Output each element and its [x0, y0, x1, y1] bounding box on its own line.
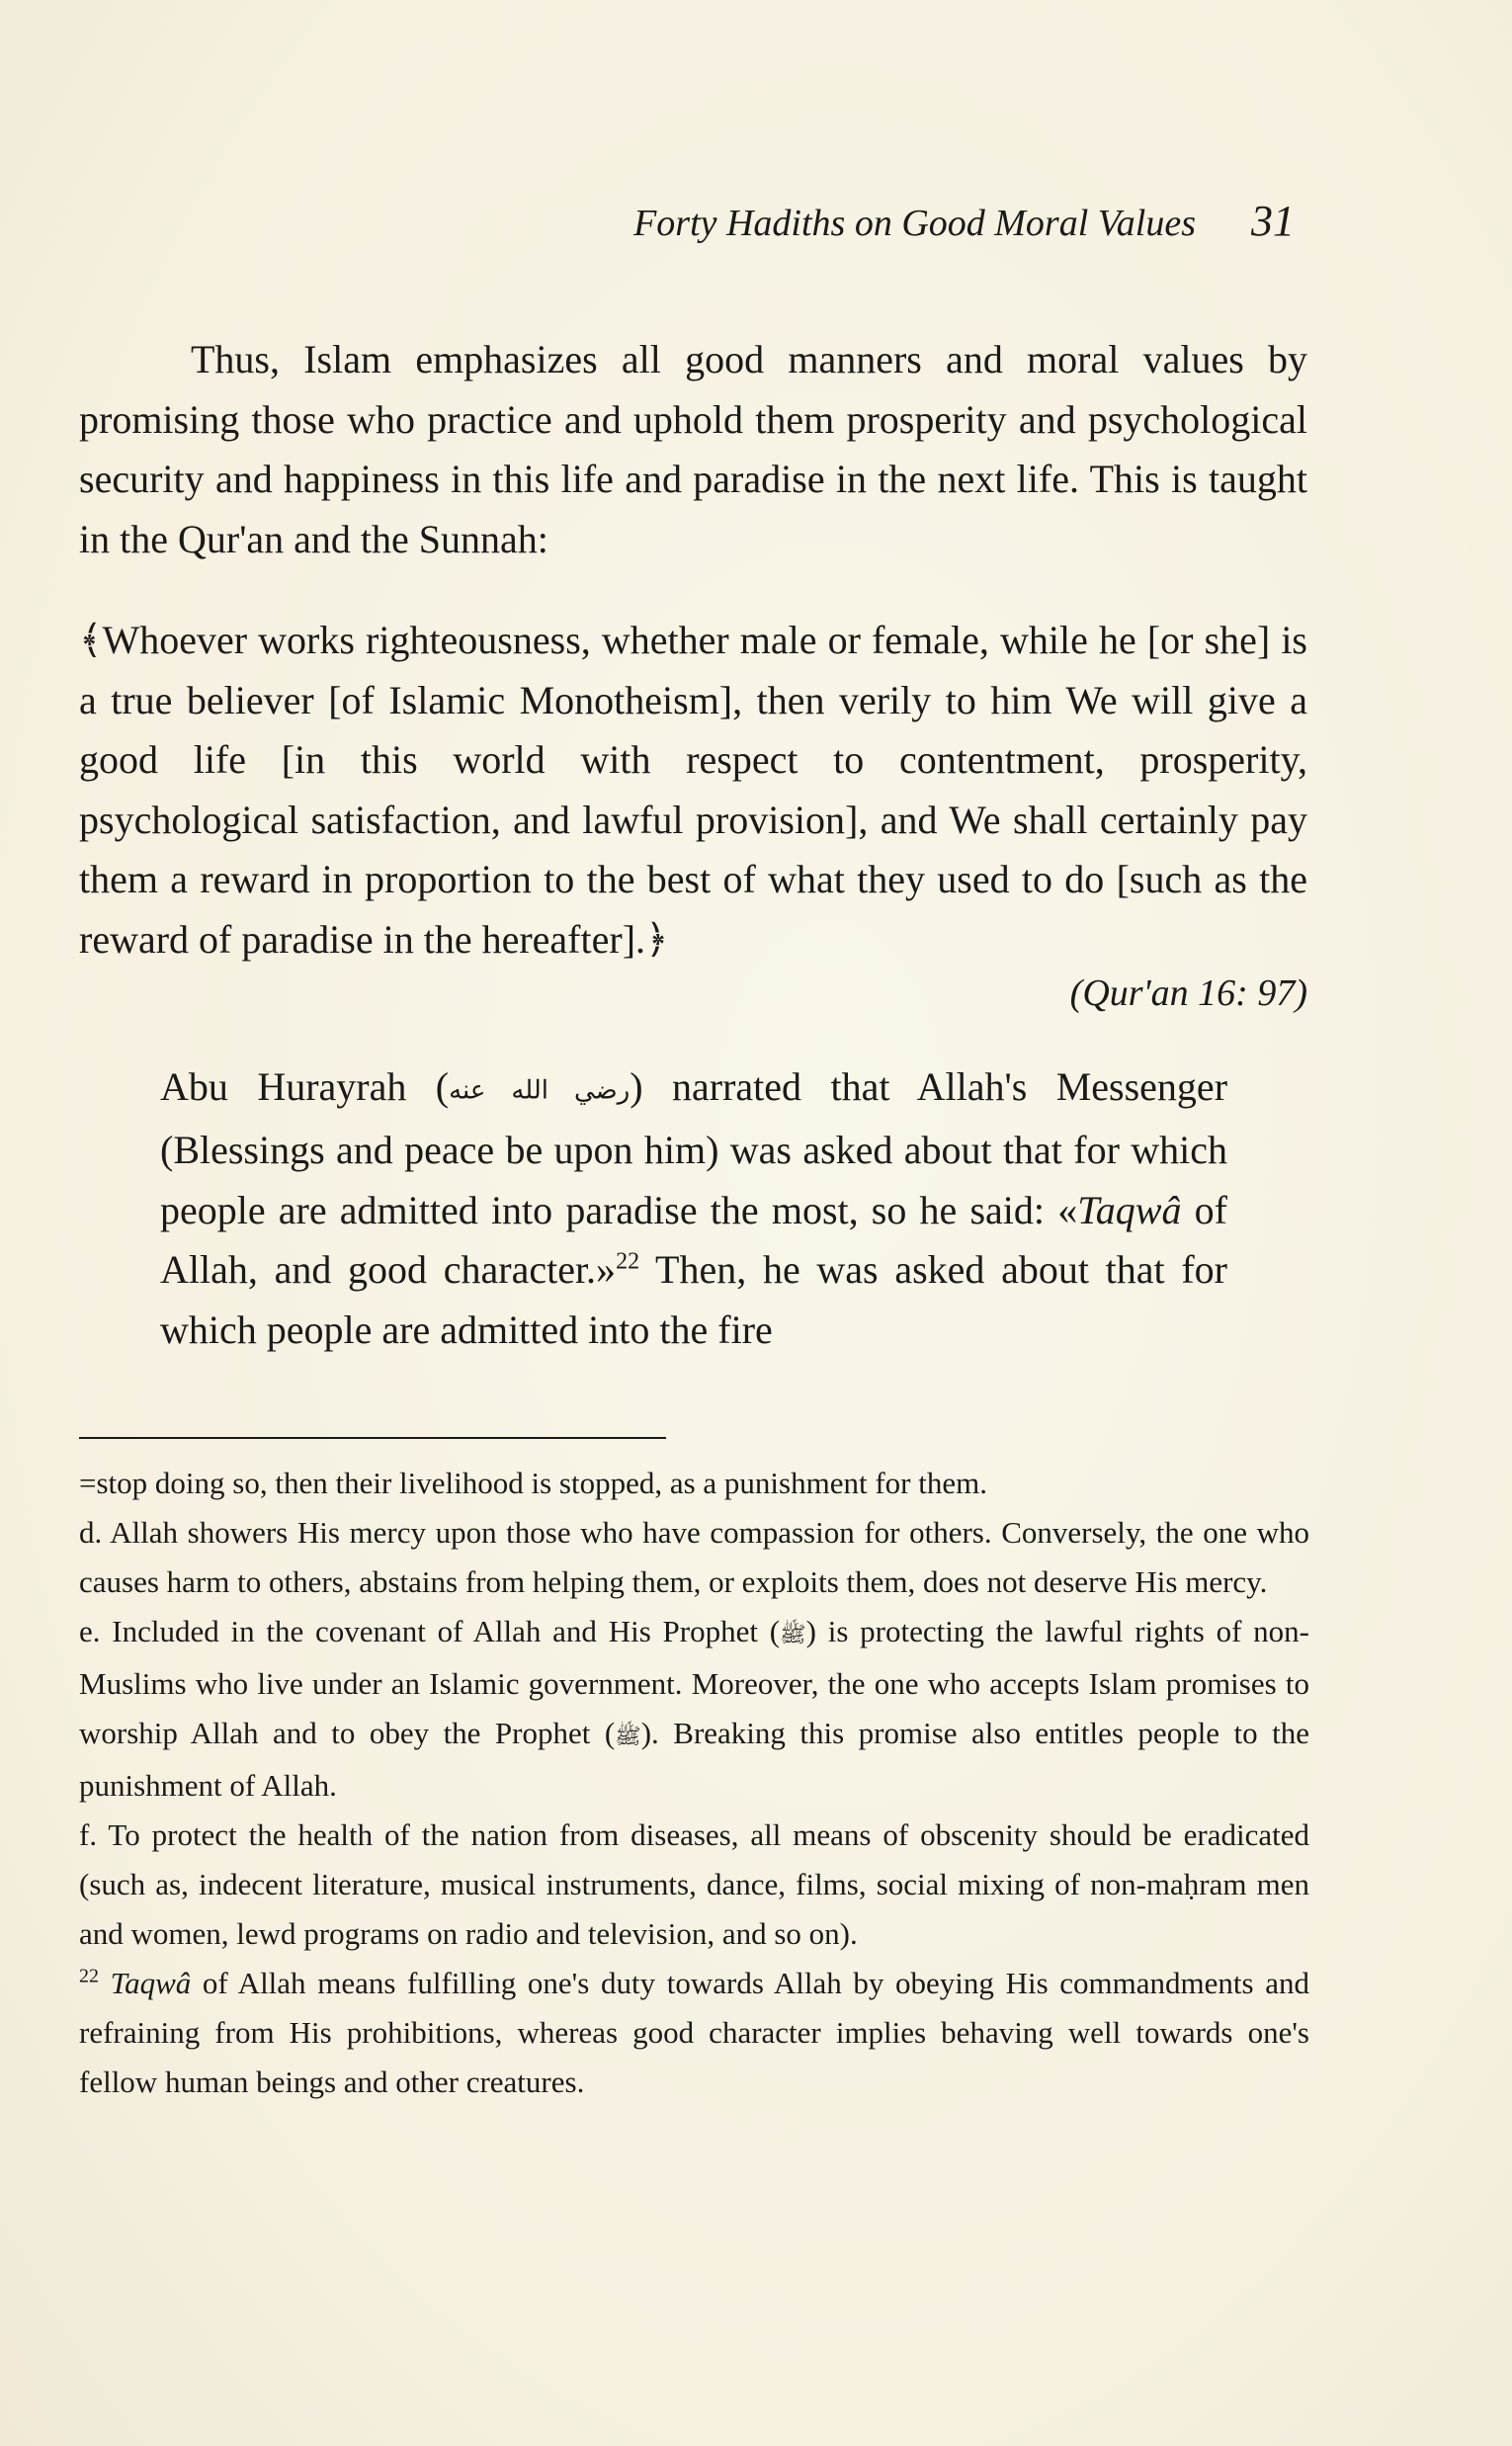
quote-text: Whoever works righteousness, whether male or female, while he [or she] is a true believer [of Islamic Monotheism], then verily to him We will give a good life [in this world with respect to contentment, prosperity, psychological satisfaction, and lawful provision], and We shall certainly pay them a reward in proportion to the best of what they used to do [such as the reward of paradise in the hereafter].: [79, 618, 1307, 962]
footnote-e-text-1: e. Included in the covenant of Allah and His Prophet (: [79, 1614, 781, 1648]
footnote-22: [79, 1959, 1309, 2107]
hadith-text-3: of Allah, and good character.»: [160, 1187, 1227, 1293]
honorific-glyph: رضي الله عنه: [449, 1075, 630, 1105]
intro-paragraph: Thus, Islam emphasizes all good manners and moral values by promising those who practice and uphold them prosperity and psychological security and happiness in this life and paradise in the next life. This is taught in the Qur'an and the Sunnah:: [79, 337, 1307, 561]
running-header: [79, 198, 1295, 247]
prophet-honorific-glyph: ﷺ: [780, 1621, 806, 1646]
footnote-d: d. Allah showers His mercy upon those who have compassion for others. Conversely, the one who causes harm to others, abstains from helping them, or exploits them, does not deserve His mercy.: [79, 1515, 1309, 1599]
footnote-e: [79, 1607, 1309, 1811]
quran-quote: [79, 611, 1307, 970]
footnote-e-text-2: ) is protecting the lawful rights of non-Muslims who live under an Islamic government. Moreover, the one who accepts Islam promises to worship Allah and to obey the Prophet (: [79, 1614, 1309, 1750]
footnote-22-term: Taqwâ: [110, 1965, 192, 2000]
footnote-ref-22: 22: [616, 1248, 640, 1275]
prophet-honorific-glyph: ﷺ: [615, 1723, 641, 1748]
hadith-text-2: ) narrated that Allah's Messenger (Blessings and peace be upon him) was asked about that for which people are admitted into paradise the most, so he said: «: [160, 1064, 1228, 1232]
footnotes: [79, 1459, 1309, 2107]
footnote-22-number: 22: [79, 1965, 99, 1987]
quote-open-ornament: ﴾: [79, 618, 103, 662]
running-title: Forty Hadiths on Good Moral Values: [633, 203, 1196, 244]
footnote-divider: [79, 1437, 666, 1439]
hadith-text-4: Then, he was asked about that for which people are admitted into the fire: [160, 1247, 1227, 1352]
taqwa-term: Taqwâ: [1077, 1187, 1182, 1232]
hadith-paragraph: [160, 1057, 1227, 1360]
footnote-continued: =stop doing so, then their livelihood is stopped, as a punishment for them.: [79, 1466, 987, 1500]
footnote-f: f. To protect the health of the nation from diseases, all means of obscenity should be eradicated (such as, indecent literature, musical instruments, dance, films, social mixing of non-maḥram men and women, lewd programs on radio and television, and so on).: [79, 1816, 1309, 1951]
hadith-text-1: Abu Hurayrah (: [160, 1064, 450, 1109]
quote-close-ornament: ﴿: [645, 916, 669, 962]
footnote-e-text-3: ). Breaking this promise also entitles people to the punishment of Allah.: [79, 1715, 1310, 1803]
page-number: 31: [1251, 197, 1295, 245]
footnote-22-text: of Allah means fulfilling one's duty towards Allah by obeying His commandments and refraining from His prohibitions, whereas good character implies behaving well towards one's fellow human beings and other creatures.: [79, 1965, 1310, 2099]
quote-citation: (Qur'an 16: 97): [1069, 972, 1307, 1014]
